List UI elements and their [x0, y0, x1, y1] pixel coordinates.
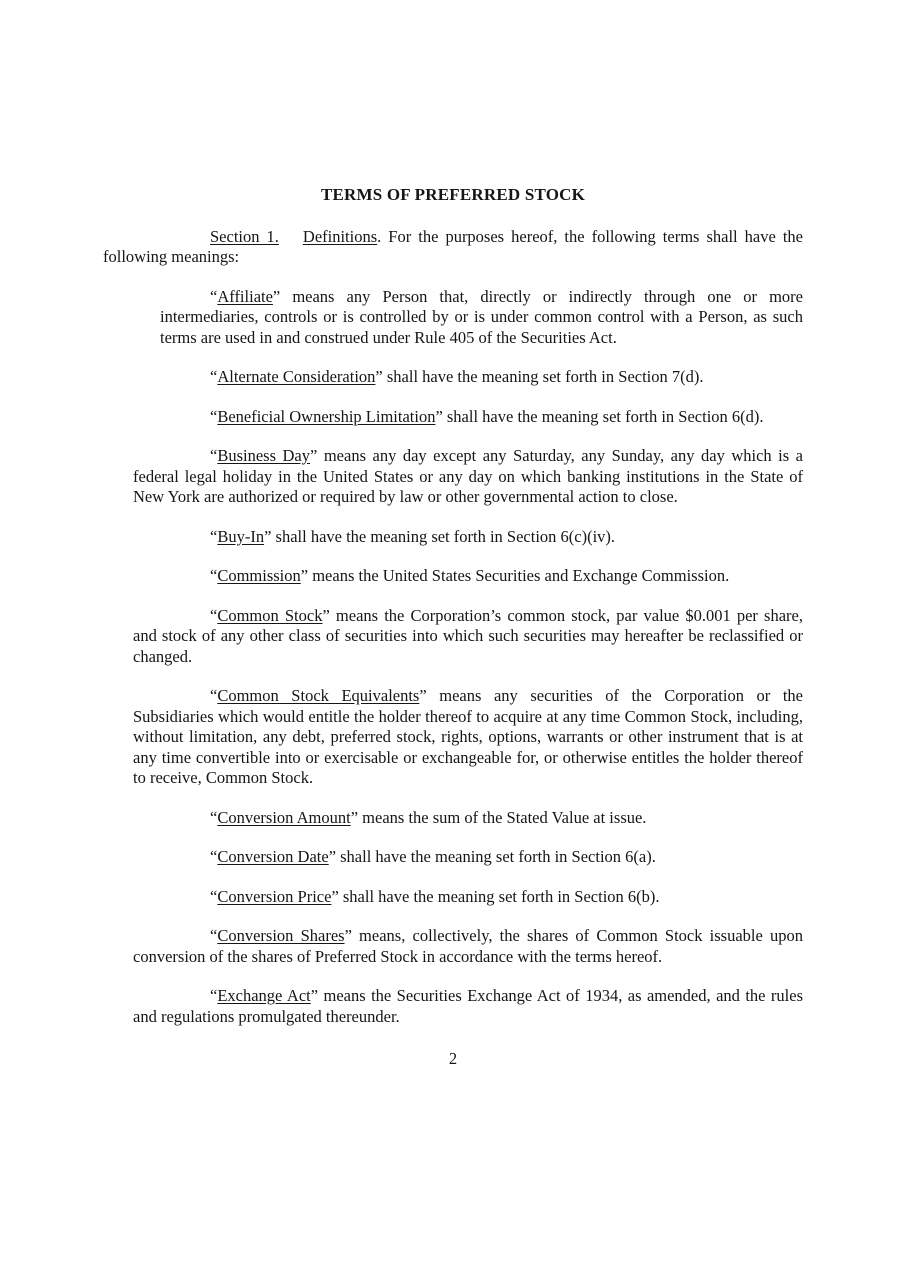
definition-text: shall have the meaning set forth in Section 6(a).: [336, 847, 656, 866]
open-quote: “: [210, 406, 218, 426]
close-quote: ”: [264, 526, 272, 546]
open-quote: “: [210, 367, 218, 386]
definition-term: Conversion Price: [217, 886, 332, 906]
close-quote: ”: [310, 986, 319, 1005]
definition-text: means the Securities Exchange Act of 1934, as amended, and the rules and regulations promulgated thereunder.: [133, 986, 803, 1026]
open-quote: “: [210, 446, 218, 465]
definition-term: Conversion Amount: [217, 807, 351, 827]
document-title: TERMS OF PREFERRED STOCK: [320, 185, 586, 204]
open-quote: “: [210, 886, 218, 906]
definition-term: Conversion Shares: [217, 926, 345, 945]
close-quote: ”: [350, 807, 359, 827]
close-quote: ”: [375, 367, 383, 386]
definition-business-day: [133, 446, 803, 508]
definition-term: Buy-In: [217, 526, 265, 546]
open-quote: “: [210, 526, 218, 546]
close-quote: ”: [328, 847, 337, 866]
definition-term: Exchange Act: [217, 986, 311, 1005]
definition-conversion-price: [133, 887, 803, 908]
close-quote: ”: [322, 605, 330, 625]
open-quote: “: [210, 986, 218, 1005]
definitions-list: [103, 287, 803, 1028]
definition-conversion-shares: [133, 926, 803, 967]
definition-text: shall have the meaning set forth in Section 6(b).: [338, 886, 660, 906]
open-quote: “: [210, 605, 218, 625]
definition-term: Conversion Date: [217, 847, 329, 866]
page-number: 2: [448, 1049, 458, 1068]
close-quote: ”: [419, 686, 427, 705]
open-quote: “: [210, 926, 218, 945]
definition-buy-in: [133, 527, 803, 548]
definition-affiliate: [160, 287, 803, 349]
close-quote: ”: [344, 926, 352, 945]
open-quote: “: [210, 847, 218, 866]
definition-term: Common Stock: [217, 605, 323, 625]
definition-common-stock: [133, 606, 803, 668]
definition-term: Beneficial Ownership Limitation: [217, 406, 436, 426]
definition-text: means any Person that, directly or indirectly through one or more intermediaries, controls or is controlled by or is under common control with a Person, as such terms are used in and construed under Rule 405 of the Securities Act.: [160, 286, 803, 347]
document-content: [103, 185, 803, 1070]
close-quote: ”: [331, 886, 339, 906]
definition-beneficial-ownership-limitation: [133, 407, 803, 428]
definition-text: shall have the meaning set forth in Section 7(d).: [382, 367, 704, 386]
open-quote: “: [210, 566, 218, 585]
section-1-definitions-intro: [103, 227, 803, 268]
definition-commission: [133, 566, 803, 587]
definition-term: Alternate Consideration: [217, 367, 376, 386]
close-quote: ”: [435, 406, 443, 426]
definition-text: means, collectively, the shares of Common Stock issuable upon conversion of the shares of Preferred Stock in accordance with the terms hereof.: [133, 926, 803, 966]
section-1-label: Section 1.: [210, 226, 279, 246]
open-quote: “: [210, 686, 218, 705]
definition-text: shall have the meaning set forth in Section 6(d).: [442, 406, 764, 426]
definition-text: means the Corporation’s common stock, par value $0.001 per share, and stock of any other class of securities into which such securities may hereafter be reclassified or changed.: [133, 605, 803, 666]
close-quote: ”: [310, 446, 318, 465]
open-quote: “: [210, 286, 218, 306]
definition-conversion-date: [133, 847, 803, 868]
open-quote: “: [210, 807, 218, 827]
definition-exchange-act: [133, 986, 803, 1027]
definition-text: means any securities of the Corporation or the Subsidiaries which would entitle the holder thereof to acquire at any time Common Stock, including, without limitation, any debt, preferred stock, rights, options, warrants or other instrument that is at any time convertible into or exercisable or exchangeable for, or otherwise entitles the holder thereof to receive, Common Stock.: [133, 686, 803, 787]
definition-text: means the United States Securities and Exchange Commission.: [308, 566, 730, 585]
definition-common-stock-equivalents: [133, 686, 803, 789]
close-quote: ”: [272, 286, 281, 306]
definition-term: Affiliate: [217, 286, 273, 306]
section-1-heading-term: Definitions: [302, 226, 378, 246]
definition-term: Business Day: [217, 446, 311, 465]
definition-term: Common Stock Equivalents: [217, 686, 420, 705]
definition-text: means any day except any Saturday, any Sunday, any day which is a federal legal holiday in the United States or any day on which banking institutions in the State of New York are authorized or required by law or other governmental action to close.: [133, 446, 804, 506]
section-1-intro-text: . For the purposes hereof, the following terms shall have the following meanings:: [103, 226, 803, 266]
close-quote: ”: [300, 566, 309, 585]
definition-text: means the sum of the Stated Value at issue.: [358, 807, 647, 827]
definition-alternate-consideration: [133, 367, 803, 388]
definition-term: Commission: [217, 566, 301, 585]
definition-conversion-amount: [133, 808, 803, 829]
definition-text: shall have the meaning set forth in Section 6(c)(iv).: [271, 526, 616, 546]
